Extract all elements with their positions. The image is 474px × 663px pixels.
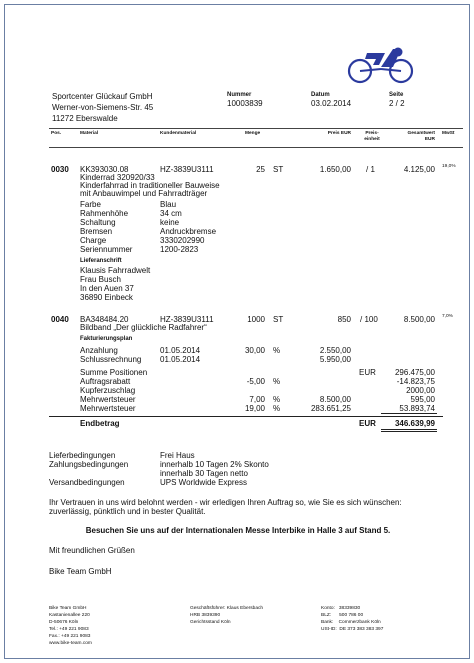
summary-base: 283.651,25 — [310, 404, 351, 413]
plan-date: 01.05.2014 — [160, 346, 201, 355]
address-line: In den Auen 37 — [80, 284, 134, 293]
condition-value: UPS Worldwide Express — [160, 478, 247, 487]
address-line: Klausis Fahrradwelt — [80, 266, 151, 275]
col-gesamtwert: Gesamtwert EUR — [407, 131, 435, 142]
plan-pct: 30,00 — [244, 346, 265, 355]
condition-label: Zahlungsbedingungen — [49, 460, 129, 469]
summary-pct: 7,00 — [249, 395, 265, 404]
endbetrag-value: 346.639,99 — [394, 419, 435, 428]
endbetrag-double-rule — [381, 431, 437, 432]
item1-mwst: 19,0% — [442, 164, 456, 169]
item2-material: BA348484.20 — [80, 315, 129, 324]
header-top-rule — [49, 128, 463, 129]
summary-currency: EUR — [359, 368, 376, 377]
datum-label: Datum — [311, 92, 330, 98]
col-preiseinheit: Preis- einheit — [364, 131, 380, 142]
address-line: Frau Busch — [80, 275, 121, 284]
spec-key: Seriennummer — [80, 245, 133, 254]
condition-value: innerhalb 10 Tagen 2% Skonto — [160, 460, 269, 469]
item2-einheit: ST — [273, 315, 284, 324]
plan-label: Anzahlung — [80, 346, 118, 355]
item1-desc-line: Kinderrad 320920/33 — [80, 173, 155, 182]
endbetrag-label: Endbetrag — [80, 419, 120, 428]
lieferanschrift-label: Lieferanschrift — [80, 258, 122, 264]
summary-label: Summe Positionen — [80, 368, 148, 377]
item1-material: KK393030.08 — [80, 165, 129, 174]
trade-fair-notice: Besuchen Sie uns auf der Internationalen Messe Interbike in Halle 3 auf Stand 5. — [85, 526, 391, 535]
nummer-label: Nummer — [227, 92, 252, 98]
seite-label: Seite — [389, 92, 404, 98]
signature: Bike Team GmbH — [49, 567, 112, 576]
summary-rule — [381, 413, 437, 414]
endbetrag-currency: EUR — [359, 419, 376, 428]
summary-amount: -14.823,75 — [396, 377, 435, 386]
footer-line: Bank: Commerzbank Köln — [321, 620, 381, 625]
thanks-line: Ihr Vertrauen in uns wird belohnt werden - wir erledigen Ihren Auftrag so, wie Sie es sich wünschen: — [49, 498, 402, 507]
item1-pos: 0030 — [51, 165, 69, 174]
footer-line: Kastanienallee 220 — [49, 613, 90, 618]
summary-base: 8.500,00 — [319, 395, 351, 404]
footer-line: HRB 3839390 — [190, 613, 221, 618]
item2-kundenmaterial: HZ-3839U3111 — [160, 315, 214, 324]
col-mwst: MwSt — [442, 131, 455, 136]
seite-value: 2 / 2 — [389, 99, 405, 108]
summary-label: Kupferzuschlag — [80, 386, 136, 395]
summary-label: Auftragsrabatt — [80, 377, 131, 386]
spec-key: Bremsen — [80, 227, 113, 236]
item1-preiseinheit: / 1 — [366, 165, 375, 174]
item1-einheit: ST — [273, 165, 284, 174]
summary-pct: 19,00 — [244, 404, 265, 413]
spec-value: keine — [160, 218, 180, 227]
item2-pos: 0040 — [51, 315, 69, 324]
summary-label: Mehrwertsteuer — [80, 395, 136, 404]
fakturierungsplan-label: Fakturierungsplan — [80, 336, 133, 342]
item1-desc-line: Kinderfahrrad in traditioneller Bauweise — [80, 181, 220, 190]
item1-menge: 25 — [256, 165, 265, 174]
nummer-value: 10003839 — [227, 99, 263, 108]
sender-city: 11272 Eberswalde — [52, 114, 118, 123]
greeting: Mit freundlichen Grüßen — [49, 546, 135, 555]
spec-value: Andruckbremse — [160, 227, 217, 236]
footer-line: BLZ: 500 786 00 — [321, 613, 364, 618]
footer-line: Tel.: +49 221 9083 — [49, 627, 89, 632]
footer-line: Bike Team GmbH — [49, 606, 87, 611]
footer-line: Fax.: +49 221 9083 — [49, 634, 91, 639]
sender-name: Sportcenter Glückauf GmbH — [52, 92, 153, 101]
summary-amount: 595,00 — [410, 395, 435, 404]
plan-amount: 2.550,00 — [319, 346, 351, 355]
footer-line: Geschäftsführer: Klaus Ebersbach — [190, 606, 264, 611]
item1-gesamtwert: 4.125,00 — [403, 165, 435, 174]
footer-line: Gerichtsstand Köln — [190, 620, 231, 625]
condition-label: Versandbedingungen — [49, 478, 125, 487]
spec-key: Farbe — [80, 200, 101, 209]
summary-pct: -5,00 — [246, 377, 265, 386]
spec-value: 1200-2823 — [160, 245, 199, 254]
summary-amount: 53.893,74 — [399, 404, 435, 413]
summary-amount: 296.475,00 — [394, 368, 435, 377]
item2-preiseinheit: / 100 — [360, 315, 378, 324]
thanks-line: zuverlässig, pünktlich und in bester Qualität. — [49, 507, 206, 516]
address-line: 36890 Einbeck — [80, 293, 133, 302]
condition-value: innerhalb 30 Tagen netto — [160, 469, 248, 478]
endbetrag-double-rule — [381, 429, 437, 430]
footer-line: www.bike-team.com — [49, 641, 92, 646]
plan-unit: % — [273, 346, 281, 355]
item2-gesamtwert: 8.500,00 — [403, 315, 435, 324]
invoice-page — [4, 4, 470, 659]
summary-label: Mehrwertsteuer — [80, 404, 136, 413]
item2-mwst: 7,0% — [442, 314, 453, 319]
spec-value: 3330202990 — [160, 236, 205, 245]
plan-amount: 5.950,00 — [319, 355, 351, 364]
col-preis: Preis EUR — [327, 131, 351, 136]
footer-line: D-50676 Köln — [49, 620, 79, 625]
item1-kundenmaterial: HZ-3839U3111 — [160, 165, 214, 174]
col-material: Material — [80, 131, 99, 136]
item2-desc: Bildband „Der glückliche Radfahrer“ — [80, 323, 207, 332]
summary-amount: 2000,00 — [406, 386, 435, 395]
endbetrag-top-rule — [49, 416, 443, 417]
summary-unit: % — [273, 404, 281, 413]
col-pos: Pos. — [51, 131, 62, 136]
col-menge: Menge — [245, 131, 261, 136]
item1-preis: 1.650,00 — [319, 165, 351, 174]
spec-key: Charge — [80, 236, 107, 245]
col-kundenmaterial: Kundenmaterial — [160, 131, 197, 136]
plan-label: Schlussrechnung — [80, 355, 142, 364]
summary-unit: % — [273, 377, 281, 386]
condition-value: Frei Haus — [160, 451, 195, 460]
item2-menge: 1000 — [247, 315, 265, 324]
spec-value: Blau — [160, 200, 177, 209]
item1-desc-line: mit Anbauwimpel und Fahrradträger — [80, 189, 208, 198]
plan-date: 01.05.2014 — [160, 355, 201, 364]
header-bottom-rule — [49, 147, 463, 148]
condition-label: Lieferbedingungen — [49, 451, 116, 460]
cyclist-icon — [343, 43, 419, 85]
datum-value: 03.02.2014 — [311, 99, 352, 108]
sender-street: Werner-von-Siemens-Str. 45 — [52, 103, 154, 112]
summary-unit: % — [273, 395, 281, 404]
spec-value: 34 cm — [160, 209, 182, 218]
footer-line: Konto: 38339830 — [321, 606, 361, 611]
spec-key: Schaltung — [80, 218, 116, 227]
footer-line: USt-ID: DE 373 383 383 397 — [321, 627, 384, 632]
spec-key: Rahmenhöhe — [80, 209, 129, 218]
item2-preis: 850 — [337, 315, 351, 324]
